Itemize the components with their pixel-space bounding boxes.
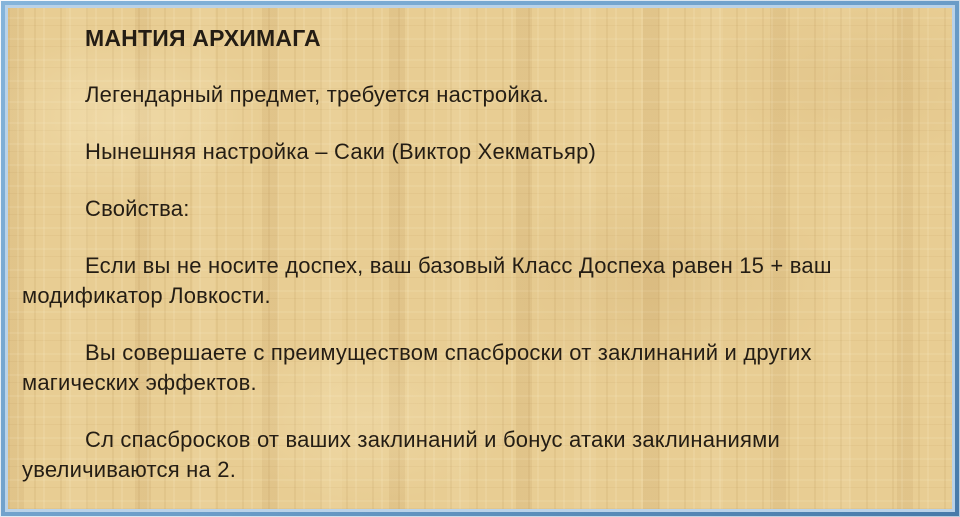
paragraph-rarity [22,80,932,110]
frame-inner-highlight [5,5,955,512]
paragraph-properties-heading [22,194,932,224]
paragraph-attunement [22,137,932,167]
text-line: увеличиваются на 2. [22,457,237,482]
text-line: Свойства: [85,196,190,221]
text-line: магических эффектов. [22,370,257,395]
paragraph-spell-bonus [22,425,932,485]
text-line: Сл спасбросков от ваших заклинаний и бонус атаки заклинаниями [85,427,780,452]
parchment-card [8,8,952,509]
frame-blue-border [1,1,959,516]
text-line: Легендарный предмет, требуется настройка. [85,82,549,107]
text-line: Вы совершаете с преимуществом спасброски от заклинаний и других [85,340,812,365]
text-line: модификатор Ловкости. [22,283,271,308]
text-line: Если вы не носите доспех, ваш базовый Класс Доспеха равен 15 + ваш [85,253,832,278]
text-line: Нынешняя настройка – Саки (Виктор Хекматьяр) [85,139,597,164]
paragraph-saving-throws [22,338,932,398]
item-title: МАНТИЯ АРХИМАГА [85,25,321,51]
paragraph-armor-class [22,251,932,311]
